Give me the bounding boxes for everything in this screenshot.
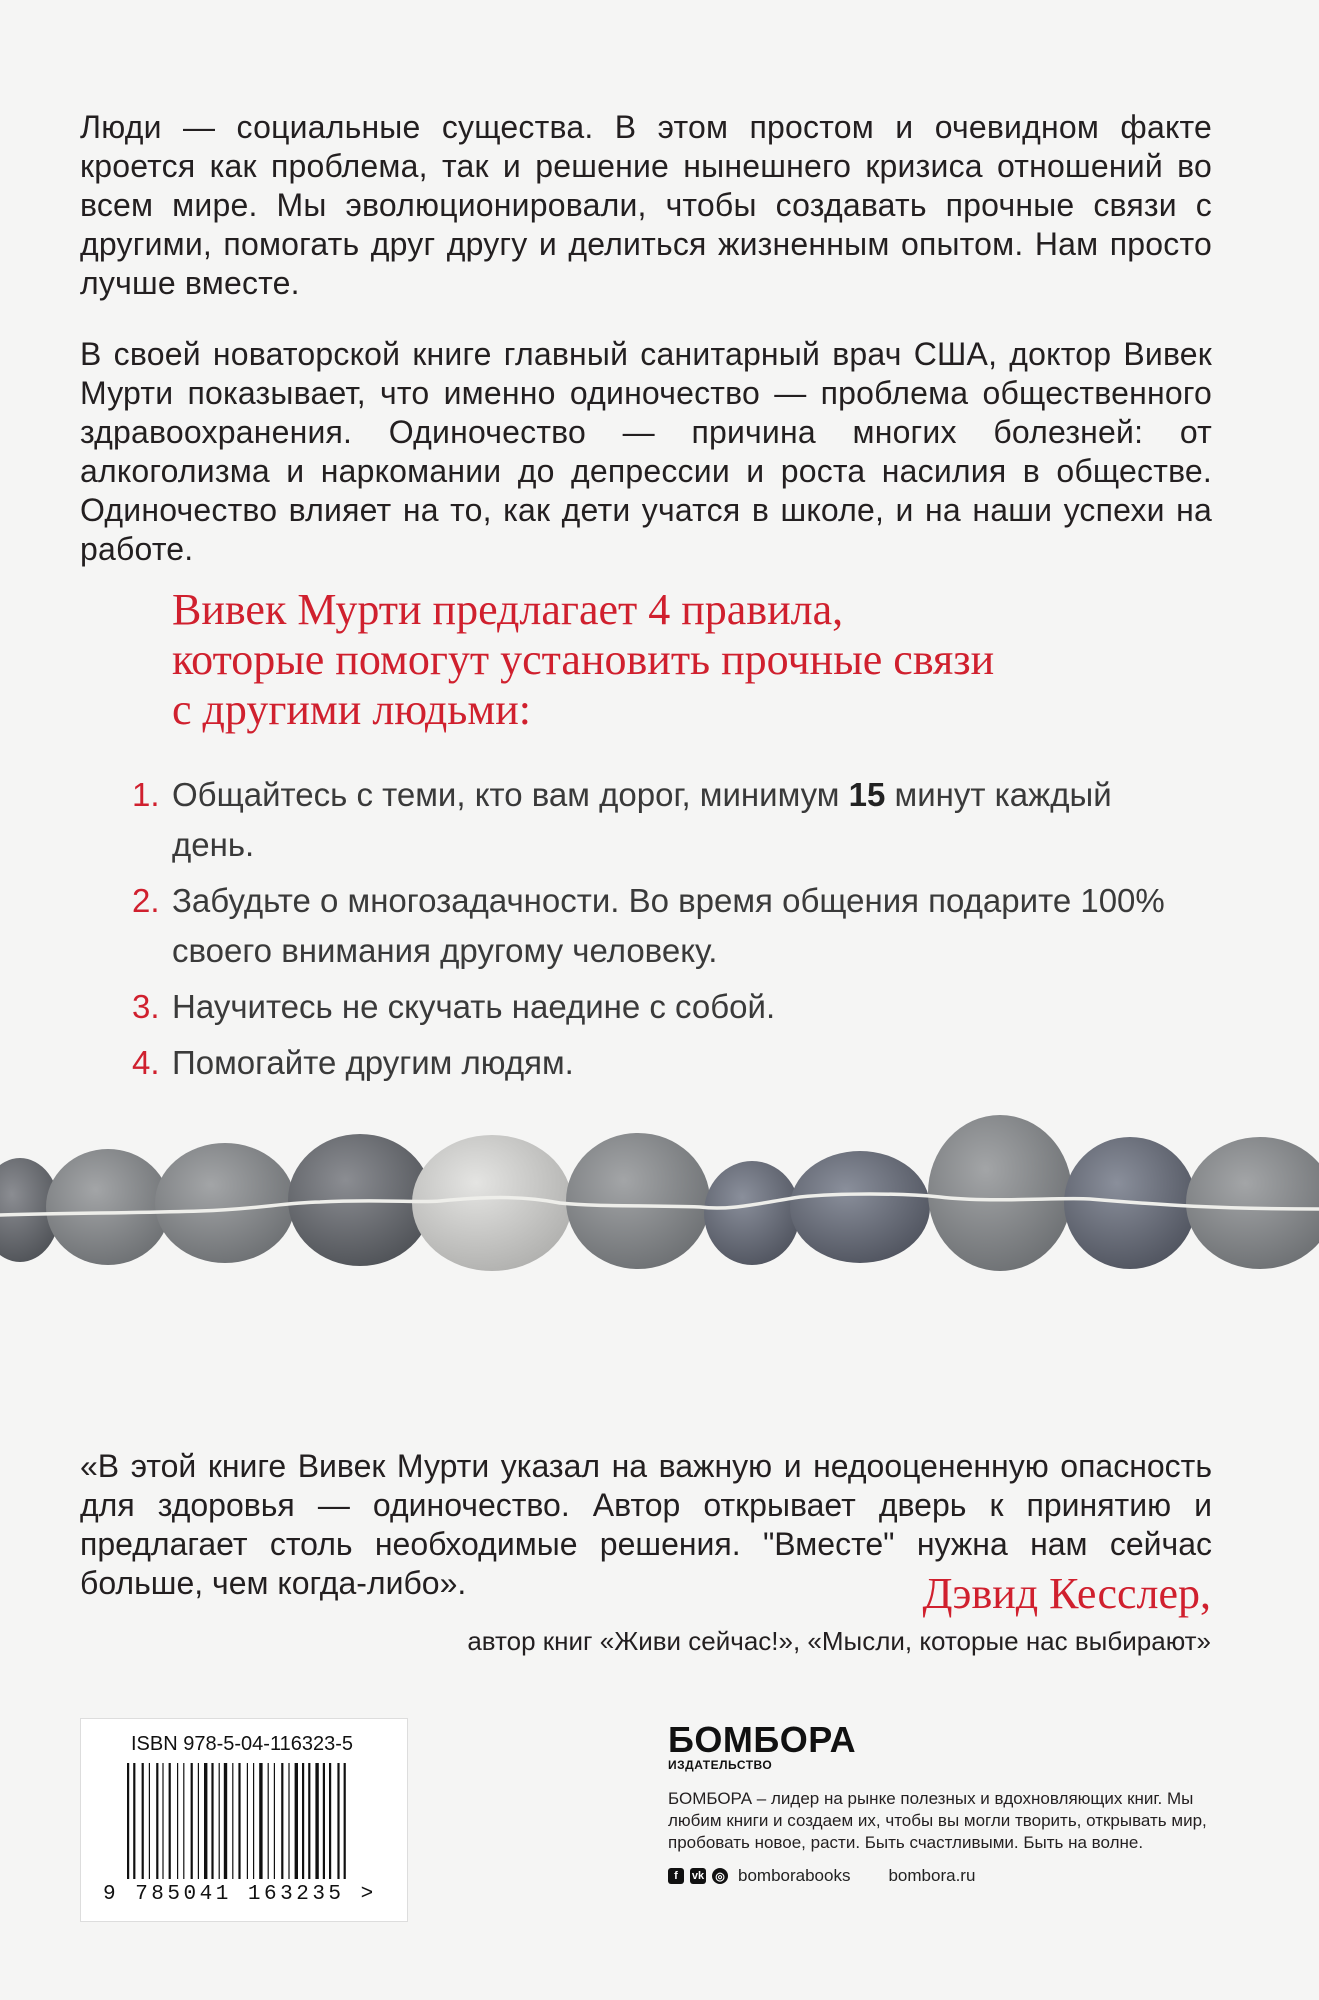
rules-list (132, 770, 1192, 1094)
barcode-bar (183, 1763, 184, 1879)
rule-emphasis: 15 (848, 776, 886, 813)
barcode-bar (204, 1763, 207, 1879)
intro-paragraph-2: В своей новаторской книге главный санитарный врач США, доктор Вивек Мурти показывает, что именно одиночество — проблема общественного здравоохранения. Одиночество — причина многих болезней: от алкоголизма и наркомании до депрессии и роста насилия в обществе. Одиночество влияет на то, как дети учатся в школе, и на наши успехи на работе. (80, 336, 1212, 567)
publisher-block (668, 1720, 1228, 1886)
barcode-graphic (125, 1763, 371, 1879)
isbn-label: ISBN 978-5-04-116323-5 (131, 1733, 353, 1755)
instagram-icon[interactable]: ◎ (712, 1868, 728, 1884)
intro-paragraph-1: Люди — социальные существа. В этом простом и очевидном факте кроется как проблема, так и решение нынешнего кризиса отношений во всем мире. Мы эволюционировали, чтобы создавать прочные связи с другими, помогать друг другу и делиться жизненным опытом. Нам просто лучше вместе. (80, 109, 1212, 301)
pebble (790, 1151, 930, 1263)
publisher-logo: БОМБОРА (668, 1719, 857, 1760)
rule-number: 1. (132, 776, 160, 813)
pebble (566, 1133, 710, 1269)
barcode-bar (127, 1763, 129, 1879)
rule-number: 2. (132, 882, 160, 919)
barcode-bar (198, 1763, 199, 1879)
barcode-bar (232, 1763, 233, 1879)
barcode-bar (315, 1763, 318, 1879)
headline-line: Вивек Мурти предлагает 4 правила, (172, 585, 844, 634)
pebble (1186, 1137, 1319, 1269)
rule-item (132, 982, 1192, 1032)
barcode-block (80, 1718, 408, 1922)
facebook-icon[interactable]: f (668, 1868, 684, 1884)
rule-item (132, 1038, 1192, 1088)
publisher-site[interactable]: bombora.ru (888, 1866, 976, 1885)
barcode-bar (281, 1763, 283, 1879)
barcode-bar (219, 1763, 220, 1879)
publisher-links (668, 1866, 1228, 1886)
rule-text: Научитесь не скучать наедине с собой. (172, 988, 776, 1025)
rule-text: Помогайте другим людям. (172, 1044, 574, 1081)
barcode-bar (133, 1763, 135, 1879)
rule-text: Общайтесь с теми, кто вам дорог, минимум (172, 776, 849, 813)
barcode-bar (247, 1763, 248, 1879)
barcode-bar (191, 1763, 193, 1879)
barcode-bar (259, 1763, 262, 1879)
testimonial-caption: автор книг «Живи сейчас!», «Мысли, которые нас выбирают» (467, 1626, 1211, 1656)
vk-icon[interactable]: vk (691, 1870, 705, 1882)
barcode-bar (142, 1763, 144, 1879)
barcode-digits: 9 785041 163235 > (103, 1883, 377, 1906)
pebble (155, 1143, 295, 1263)
barcode-bar (162, 1763, 163, 1879)
publisher-description: БОМБОРА – лидер на рынке полезных и вдохновляющих книг. Мы любим книги и создаем их, чтобы вы могли творить, открывать мир, пробовать новое, расти. Быть счастливыми. Быть на волне. (668, 1789, 1207, 1852)
testimonial-author: Дэвид Кесслер, (922, 1569, 1211, 1618)
barcode-bar (302, 1763, 304, 1879)
pebble (704, 1161, 800, 1265)
rule-item (132, 876, 1192, 976)
barcode-bar (268, 1763, 269, 1879)
pebble (46, 1149, 170, 1265)
barcode-bar (224, 1763, 227, 1879)
barcode-bar (274, 1763, 275, 1879)
barcode-bar (238, 1763, 240, 1879)
rule-number: 3. (132, 988, 160, 1025)
barcode-bar (337, 1763, 339, 1879)
publisher-handle[interactable]: bomborabooks (738, 1866, 851, 1885)
pebble (928, 1115, 1072, 1271)
rule-text: минут каждый день. (172, 776, 1112, 863)
rule-number: 4. (132, 1044, 160, 1081)
barcode-bar (323, 1763, 325, 1879)
barcode-bar (344, 1763, 346, 1879)
rule-text: Забудьте о многозадачности. Во время общения подарите 100% своего внимания другому человеку. (172, 882, 1165, 969)
rule-item (132, 770, 1192, 870)
barcode-bar (211, 1763, 213, 1879)
barcode-bar (295, 1763, 298, 1879)
barcode-bar (177, 1763, 178, 1879)
headline-line: с другими людьми: (172, 685, 531, 734)
publisher-subtitle: ИЗДАТЕЛЬСТВО (668, 1758, 773, 1772)
barcode-bar (169, 1763, 171, 1879)
rules-headline (172, 585, 1172, 735)
pebbles-illustration (0, 1085, 1319, 1285)
barcode-bar (156, 1763, 158, 1879)
barcode-bar (253, 1763, 254, 1879)
barcode-bar (308, 1763, 310, 1879)
testimonial-quote: «В этой книге Вивек Мурти указал на важную и недооцененную опасность для здоровья — одиночество. Автор открывает дверь к принятию и предлагает столь необходимые решения. "Вместе" нужна нам сейчас больше, чем когда-либо». (80, 1448, 1212, 1601)
headline-line: которые помогут установить прочные связи (172, 635, 995, 684)
barcode-bar (288, 1763, 289, 1879)
barcode-bar (329, 1763, 331, 1879)
barcode-bar (149, 1763, 150, 1879)
